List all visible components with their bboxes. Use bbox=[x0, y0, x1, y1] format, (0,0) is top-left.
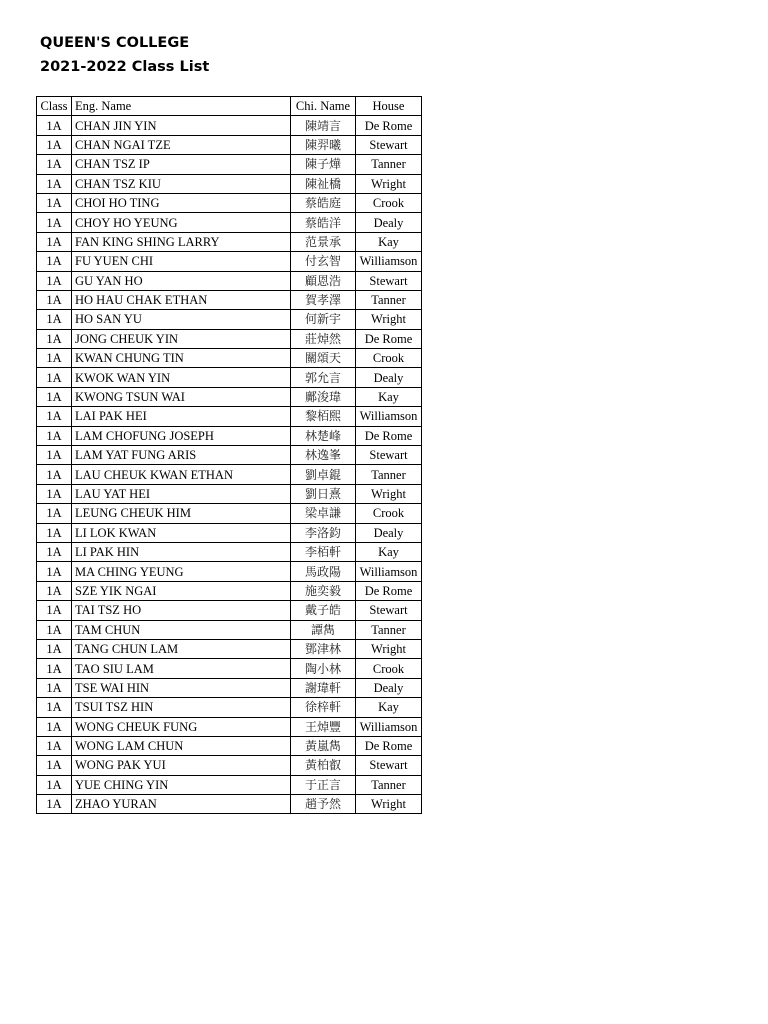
cell-chi-name: 謝瑋軒 bbox=[291, 678, 356, 697]
cell-house: Stewart bbox=[356, 446, 422, 465]
cell-house: Kay bbox=[356, 232, 422, 251]
cell-eng-name: WONG PAK YUI bbox=[72, 756, 291, 775]
cell-house: De Rome bbox=[356, 736, 422, 755]
cell-class: 1A bbox=[37, 290, 72, 309]
cell-house: Dealy bbox=[356, 213, 422, 232]
cell-house: De Rome bbox=[356, 426, 422, 445]
table-row bbox=[37, 504, 422, 523]
cell-class: 1A bbox=[37, 407, 72, 426]
table-row bbox=[37, 775, 422, 794]
cell-chi-name: 王焯豐 bbox=[291, 717, 356, 736]
cell-house: Dealy bbox=[356, 523, 422, 542]
cell-house: De Rome bbox=[356, 329, 422, 348]
cell-eng-name: FAN KING SHING LARRY bbox=[72, 232, 291, 251]
cell-eng-name: KWOK WAN YIN bbox=[72, 368, 291, 387]
cell-eng-name: LI PAK HIN bbox=[72, 542, 291, 561]
cell-house: De Rome bbox=[356, 581, 422, 600]
cell-class: 1A bbox=[37, 581, 72, 600]
cell-chi-name: 蔡皓洋 bbox=[291, 213, 356, 232]
cell-chi-name: 黃柏叡 bbox=[291, 756, 356, 775]
cell-house: Stewart bbox=[356, 135, 422, 154]
cell-house: Dealy bbox=[356, 368, 422, 387]
cell-class: 1A bbox=[37, 659, 72, 678]
cell-class: 1A bbox=[37, 678, 72, 697]
cell-chi-name: 顧恩浩 bbox=[291, 271, 356, 290]
cell-class: 1A bbox=[37, 639, 72, 658]
table-row bbox=[37, 155, 422, 174]
cell-chi-name: 戴子皓 bbox=[291, 601, 356, 620]
cell-eng-name: CHAN TSZ IP bbox=[72, 155, 291, 174]
cell-house: Williamson bbox=[356, 562, 422, 581]
cell-house: Tanner bbox=[356, 775, 422, 794]
cell-eng-name: MA CHING YEUNG bbox=[72, 562, 291, 581]
cell-eng-name: KWONG TSUN WAI bbox=[72, 387, 291, 406]
cell-eng-name: SZE YIK NGAI bbox=[72, 581, 291, 600]
cell-eng-name: CHAN NGAI TZE bbox=[72, 135, 291, 154]
cell-chi-name: 關頌天 bbox=[291, 349, 356, 368]
cell-class: 1A bbox=[37, 736, 72, 755]
cell-eng-name: JONG CHEUK YIN bbox=[72, 329, 291, 348]
cell-house: Wright bbox=[356, 484, 422, 503]
cell-house: Kay bbox=[356, 698, 422, 717]
cell-house: Crook bbox=[356, 504, 422, 523]
cell-class: 1A bbox=[37, 252, 72, 271]
table-row bbox=[37, 387, 422, 406]
table-row bbox=[37, 407, 422, 426]
cell-eng-name: CHAN TSZ KIU bbox=[72, 174, 291, 193]
table-row bbox=[37, 213, 422, 232]
cell-chi-name: 何新宇 bbox=[291, 310, 356, 329]
table-row bbox=[37, 736, 422, 755]
cell-chi-name: 鄺浚瑋 bbox=[291, 387, 356, 406]
cell-eng-name: ZHAO YURAN bbox=[72, 795, 291, 814]
cell-house: Crook bbox=[356, 349, 422, 368]
table-row bbox=[37, 193, 422, 212]
cell-class: 1A bbox=[37, 542, 72, 561]
cell-class: 1A bbox=[37, 155, 72, 174]
cell-eng-name: LAI PAK HEI bbox=[72, 407, 291, 426]
cell-class: 1A bbox=[37, 329, 72, 348]
cell-class: 1A bbox=[37, 116, 72, 135]
cell-chi-name: 趙予然 bbox=[291, 795, 356, 814]
cell-house: Tanner bbox=[356, 290, 422, 309]
cell-house: Williamson bbox=[356, 717, 422, 736]
table-row bbox=[37, 698, 422, 717]
cell-house: Tanner bbox=[356, 620, 422, 639]
table-row bbox=[37, 484, 422, 503]
cell-chi-name: 付玄智 bbox=[291, 252, 356, 271]
table-row bbox=[37, 252, 422, 271]
cell-class: 1A bbox=[37, 465, 72, 484]
cell-eng-name: YUE CHING YIN bbox=[72, 775, 291, 794]
cell-chi-name: 馬政陽 bbox=[291, 562, 356, 581]
cell-house: De Rome bbox=[356, 116, 422, 135]
table-row bbox=[37, 116, 422, 135]
cell-chi-name: 劉日熹 bbox=[291, 484, 356, 503]
class-list-table bbox=[36, 96, 422, 814]
cell-eng-name: HO SAN YU bbox=[72, 310, 291, 329]
cell-chi-name: 陳子燁 bbox=[291, 155, 356, 174]
cell-chi-name: 劉卓錕 bbox=[291, 465, 356, 484]
cell-chi-name: 陳靖言 bbox=[291, 116, 356, 135]
cell-chi-name: 于正言 bbox=[291, 775, 356, 794]
cell-eng-name: LAU CHEUK KWAN ETHAN bbox=[72, 465, 291, 484]
cell-house: Crook bbox=[356, 193, 422, 212]
cell-eng-name: LAM YAT FUNG ARIS bbox=[72, 446, 291, 465]
table-row bbox=[37, 135, 422, 154]
cell-chi-name: 陳祉橋 bbox=[291, 174, 356, 193]
cell-chi-name: 梁卓謙 bbox=[291, 504, 356, 523]
cell-house: Kay bbox=[356, 387, 422, 406]
cell-class: 1A bbox=[37, 446, 72, 465]
cell-chi-name: 陳羿曦 bbox=[291, 135, 356, 154]
cell-class: 1A bbox=[37, 271, 72, 290]
cell-house: Stewart bbox=[356, 601, 422, 620]
cell-class: 1A bbox=[37, 601, 72, 620]
table-row bbox=[37, 620, 422, 639]
cell-class: 1A bbox=[37, 310, 72, 329]
cell-house: Dealy bbox=[356, 678, 422, 697]
cell-eng-name: TAI TSZ HO bbox=[72, 601, 291, 620]
cell-eng-name: LAU YAT HEI bbox=[72, 484, 291, 503]
cell-chi-name: 莊焯然 bbox=[291, 329, 356, 348]
cell-class: 1A bbox=[37, 213, 72, 232]
cell-eng-name: LAM CHOFUNG JOSEPH bbox=[72, 426, 291, 445]
table-row bbox=[37, 446, 422, 465]
cell-chi-name: 鄧津林 bbox=[291, 639, 356, 658]
table-row bbox=[37, 601, 422, 620]
cell-eng-name: HO HAU CHAK ETHAN bbox=[72, 290, 291, 309]
cell-chi-name: 施奕毅 bbox=[291, 581, 356, 600]
cell-house: Wright bbox=[356, 795, 422, 814]
cell-class: 1A bbox=[37, 426, 72, 445]
cell-eng-name: CHOY HO YEUNG bbox=[72, 213, 291, 232]
cell-house: Wright bbox=[356, 639, 422, 658]
cell-chi-name: 林楚峰 bbox=[291, 426, 356, 445]
header-house: House bbox=[356, 97, 422, 116]
cell-chi-name: 李栢軒 bbox=[291, 542, 356, 561]
cell-chi-name: 蔡皓庭 bbox=[291, 193, 356, 212]
table-row bbox=[37, 426, 422, 445]
table-row bbox=[37, 678, 422, 697]
table-row bbox=[37, 659, 422, 678]
cell-class: 1A bbox=[37, 174, 72, 193]
cell-chi-name: 徐梓軒 bbox=[291, 698, 356, 717]
table-row bbox=[37, 562, 422, 581]
cell-chi-name: 范景承 bbox=[291, 232, 356, 251]
cell-class: 1A bbox=[37, 232, 72, 251]
table-row bbox=[37, 465, 422, 484]
cell-chi-name: 李洛鈞 bbox=[291, 523, 356, 542]
cell-house: Stewart bbox=[356, 271, 422, 290]
cell-chi-name: 譚雋 bbox=[291, 620, 356, 639]
cell-eng-name: TAM CHUN bbox=[72, 620, 291, 639]
table-row bbox=[37, 542, 422, 561]
table-row bbox=[37, 271, 422, 290]
cell-chi-name: 黃嵐雋 bbox=[291, 736, 356, 755]
cell-eng-name: CHAN JIN YIN bbox=[72, 116, 291, 135]
cell-house: Wright bbox=[356, 174, 422, 193]
cell-class: 1A bbox=[37, 562, 72, 581]
cell-class: 1A bbox=[37, 756, 72, 775]
cell-class: 1A bbox=[37, 504, 72, 523]
cell-class: 1A bbox=[37, 795, 72, 814]
cell-house: Crook bbox=[356, 659, 422, 678]
cell-house: Tanner bbox=[356, 465, 422, 484]
cell-house: Williamson bbox=[356, 407, 422, 426]
cell-chi-name: 林逸峯 bbox=[291, 446, 356, 465]
cell-eng-name: TAO SIU LAM bbox=[72, 659, 291, 678]
cell-house: Kay bbox=[356, 542, 422, 561]
cell-class: 1A bbox=[37, 349, 72, 368]
table-row bbox=[37, 232, 422, 251]
cell-class: 1A bbox=[37, 135, 72, 154]
cell-eng-name: KWAN CHUNG TIN bbox=[72, 349, 291, 368]
table-row bbox=[37, 639, 422, 658]
document-subtitle: 2021-2022 Class List bbox=[40, 59, 210, 75]
table-row bbox=[37, 329, 422, 348]
cell-eng-name: TSE WAI HIN bbox=[72, 678, 291, 697]
cell-class: 1A bbox=[37, 368, 72, 387]
cell-eng-name: LI LOK KWAN bbox=[72, 523, 291, 542]
table-row bbox=[37, 523, 422, 542]
cell-chi-name: 賀孝澤 bbox=[291, 290, 356, 309]
table-body bbox=[37, 116, 422, 814]
cell-house: Tanner bbox=[356, 155, 422, 174]
cell-eng-name: TSUI TSZ HIN bbox=[72, 698, 291, 717]
header-eng-name: Eng. Name bbox=[72, 97, 291, 116]
document-title: QUEEN'S COLLEGE bbox=[40, 35, 190, 51]
table-row bbox=[37, 581, 422, 600]
cell-class: 1A bbox=[37, 698, 72, 717]
cell-chi-name: 黎栢熙 bbox=[291, 407, 356, 426]
cell-eng-name: TANG CHUN LAM bbox=[72, 639, 291, 658]
cell-eng-name: WONG CHEUK FUNG bbox=[72, 717, 291, 736]
cell-class: 1A bbox=[37, 775, 72, 794]
cell-eng-name: LEUNG CHEUK HIM bbox=[72, 504, 291, 523]
cell-class: 1A bbox=[37, 620, 72, 639]
cell-chi-name: 郭允言 bbox=[291, 368, 356, 387]
cell-eng-name: CHOI HO TING bbox=[72, 193, 291, 212]
table-row bbox=[37, 795, 422, 814]
table-row bbox=[37, 717, 422, 736]
table-row bbox=[37, 368, 422, 387]
header-chi-name: Chi. Name bbox=[291, 97, 356, 116]
cell-class: 1A bbox=[37, 523, 72, 542]
cell-class: 1A bbox=[37, 484, 72, 503]
header-class: Class bbox=[37, 97, 72, 116]
table-row bbox=[37, 756, 422, 775]
cell-class: 1A bbox=[37, 193, 72, 212]
cell-chi-name: 陶小林 bbox=[291, 659, 356, 678]
cell-eng-name: WONG LAM CHUN bbox=[72, 736, 291, 755]
table-header-row bbox=[37, 97, 422, 116]
table-row bbox=[37, 349, 422, 368]
cell-eng-name: FU YUEN CHI bbox=[72, 252, 291, 271]
cell-house: Williamson bbox=[356, 252, 422, 271]
table-row bbox=[37, 290, 422, 309]
cell-house: Wright bbox=[356, 310, 422, 329]
table-row bbox=[37, 310, 422, 329]
cell-class: 1A bbox=[37, 387, 72, 406]
table-row bbox=[37, 174, 422, 193]
cell-eng-name: GU YAN HO bbox=[72, 271, 291, 290]
cell-class: 1A bbox=[37, 717, 72, 736]
cell-house: Stewart bbox=[356, 756, 422, 775]
